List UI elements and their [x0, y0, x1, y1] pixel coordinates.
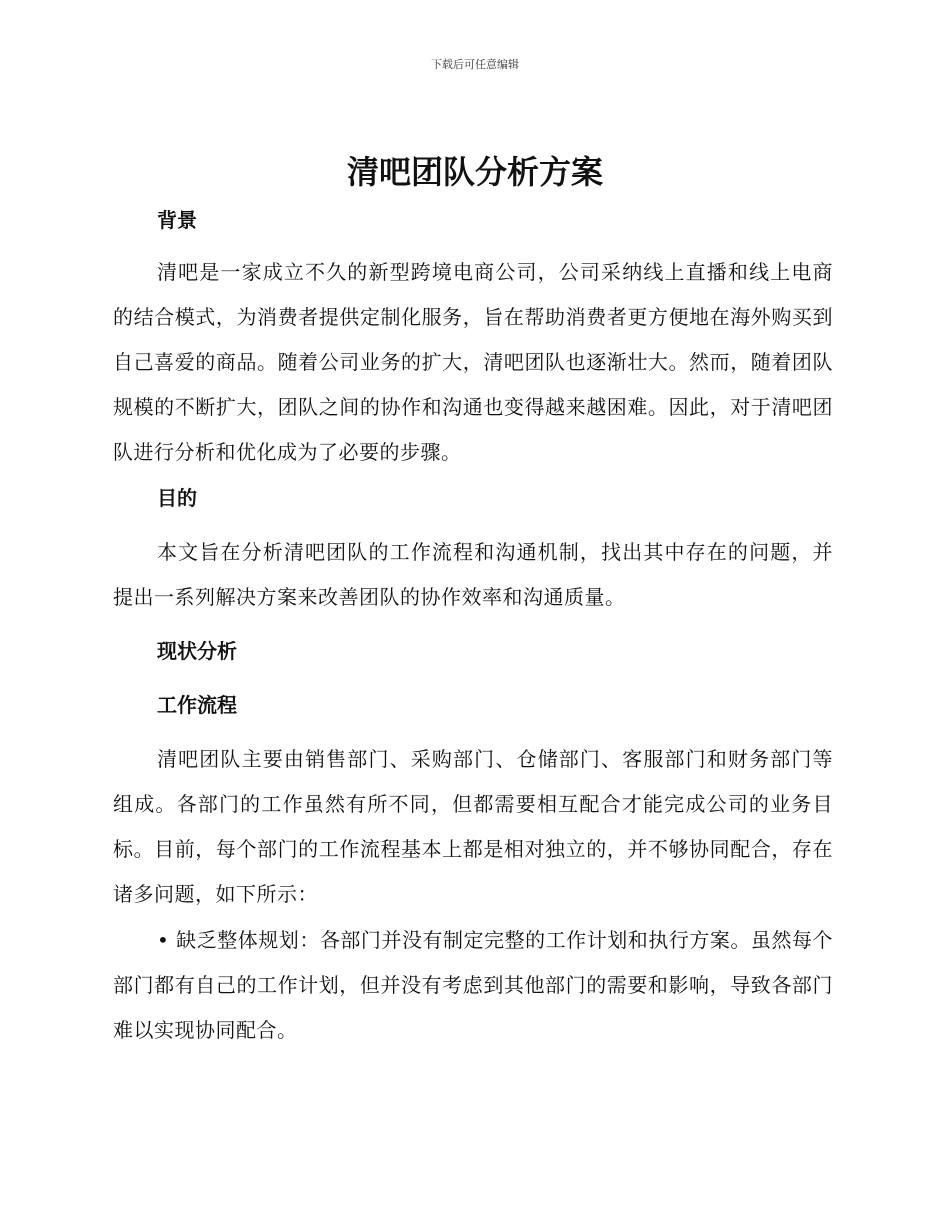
- page-header-watermark: 下载后可任意编辑: [431, 58, 519, 71]
- bullet-item-lack-of-planning: • 缺乏整体规划：各部门并没有制定完整的工作计划和执行方案。虽然每个部门都有自己的工作计划，但并没有考虑到其他部门的需要和影响，导致各部门难以实现协同配合。: [113, 928, 833, 1042]
- paragraph-workflow: 清吧团队主要由销售部门、采购部门、仓储部门、客服部门和财务部门等组成。各部门的工作虽然有所不同，但都需要相互配合才能完成公司的业务目标。目前，每个部门的工作流程基本上都是相对独立的，并不够协同配合，存在诸多问题，如下所示：: [113, 747, 833, 906]
- section-heading-background: 背景: [157, 208, 197, 232]
- section-heading-purpose: 目的: [157, 486, 197, 510]
- document-title: 清吧团队分析方案: [346, 153, 603, 191]
- paragraph-background: 清吧是一家成立不久的新型跨境电商公司，公司采纳线上直播和线上电商的结合模式，为消费者提供定制化服务，旨在帮助消费者更方便地在海外购买到自己喜爱的商品。随着公司业务的扩大，清吧团队也逐渐壮大。然而，随着团队规模的不断扩大，团队之间的协作和沟通也变得越来越困难。因此，对于清吧团队进行分析和优化成为了必要的步骤。: [113, 260, 833, 464]
- section-heading-workflow: 工作流程: [157, 693, 237, 717]
- paragraph-purpose: 本文旨在分析清吧团队的工作流程和沟通机制，找出其中存在的问题，并提出一系列解决方案来改善团队的协作效率和沟通质量。: [113, 540, 833, 609]
- section-heading-status-analysis: 现状分析: [157, 639, 237, 663]
